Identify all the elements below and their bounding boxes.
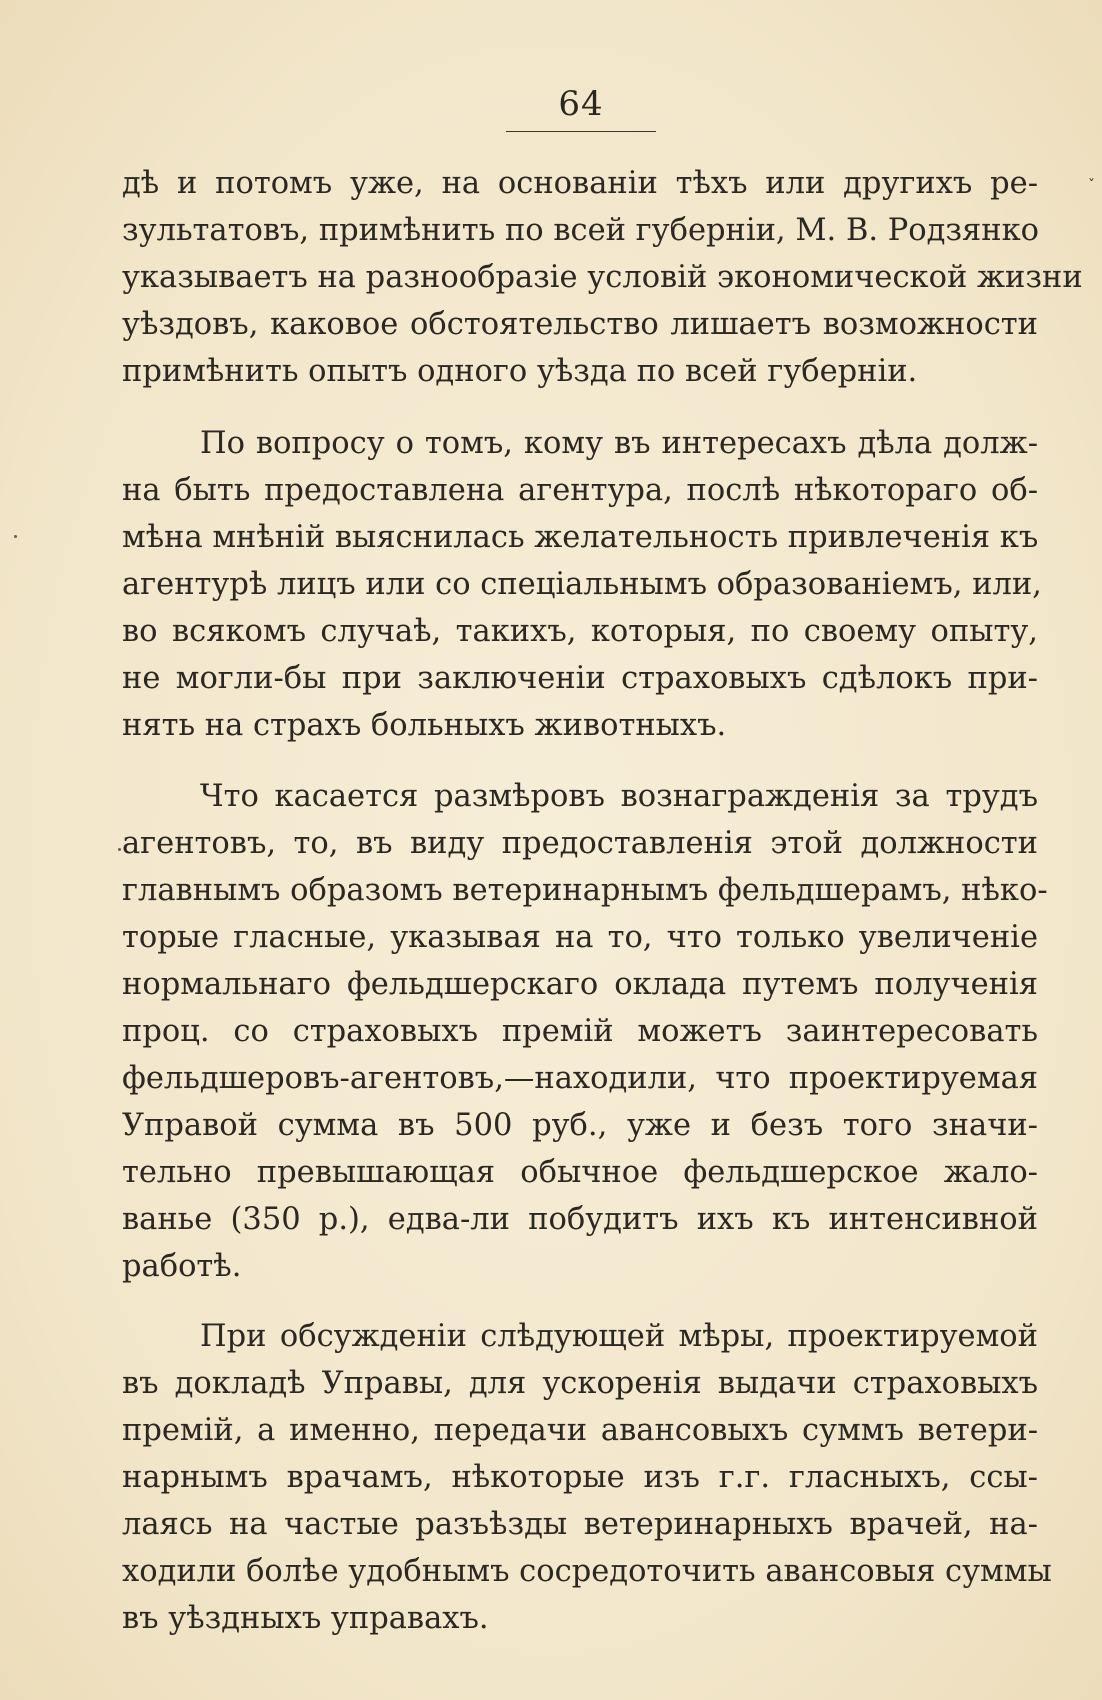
text-line: ходили болѣе удобнымъ сосредоточить авансовыя суммы: [122, 1554, 1052, 1589]
page-number: 64: [558, 84, 604, 124]
text-line: въ докладѣ Управы, для ускоренiя выдачи страховыхъ: [122, 1366, 1038, 1401]
text-line: нять на страхъ больныхъ животныхъ.: [122, 708, 727, 743]
text-line: нарнымъ врачамъ, нѣкоторые изъ г.г. гласныхъ, ссы-: [122, 1460, 1038, 1495]
paper-speck: [118, 848, 121, 851]
page-number-underline: [506, 131, 656, 132]
text-line: работѣ.: [122, 1249, 242, 1284]
text-line: зультатовъ, примѣнить по всей губернiи, М. В. Родзянко: [122, 213, 1040, 248]
text-line: Управой сумма въ 500 руб., уже и безъ того значи-: [122, 1108, 1038, 1143]
text-line: По вопросу о томъ, кому въ интересахъ дѣла долж-: [200, 426, 1038, 461]
paper-speck: [14, 535, 17, 538]
paragraph-2: [122, 420, 1042, 749]
paragraph-3: [122, 773, 1048, 1290]
text-line: премiй, а именно, передачи авансовыхъ суммъ ветери-: [122, 1413, 1038, 1448]
text-line: главнымъ образомъ ветеринарнымъ фельдшерамъ, нѣко-: [122, 873, 1048, 908]
text-line: на быть предоставлена агентура, послѣ нѣкотораго об-: [122, 473, 1038, 508]
text-line: указываетъ на разнообразiе условiй экономической жизни: [122, 260, 1083, 295]
text-line: тельно превышающая обычное фельдшерское жало-: [122, 1155, 1038, 1190]
text-line: уѣздовъ, каковое обстоятельство лишаетъ возможности: [122, 307, 1038, 342]
text-line: торые гласные, указывая на то, что только увеличенiе: [122, 920, 1038, 955]
text-line: лаясь на частые разъѣзды ветеринарныхъ врачей, на-: [122, 1507, 1038, 1542]
text-line: мѣна мнѣнiй выяснилась желательность привлеченiя къ: [122, 520, 1039, 555]
text-line: во всякомъ случаѣ, такихъ, которыя, по своему опыту,: [122, 614, 1038, 649]
text-line: въ уѣздныхъ управахъ.: [122, 1601, 489, 1636]
paragraph-1: [122, 160, 1083, 395]
text-line: При обсужденiи слѣдующей мѣры, проектируемой: [200, 1319, 1038, 1354]
text-line: нормальнаго фельдшерскаго оклада путемъ полученiя: [122, 967, 1038, 1002]
paragraph-4: [122, 1313, 1052, 1642]
text-line: агентурѣ лицъ или со спецiальнымъ образованiемъ, или,: [122, 567, 1042, 602]
margin-mark: ˇ: [1088, 178, 1095, 194]
text-line: Что касается размѣровъ вознагражденiя за трудъ: [200, 779, 1038, 814]
text-line: примѣнить опытъ одного уѣзда по всей губернiи.: [122, 354, 918, 389]
text-line: ванье (350 р.), едва-ли побудитъ ихъ къ интенсивной: [122, 1202, 1038, 1237]
text-line: агентовъ, то, въ виду предоставленiя этой должности: [122, 826, 1038, 861]
text-line: проц. со страховыхъ премiй можетъ заинтересовать: [122, 1014, 1038, 1049]
text-line: не могли-бы при заключенiи страховыхъ сдѣлокъ при-: [122, 661, 1038, 696]
text-line: дѣ и потомъ уже, на основанiи тѣхъ или другихъ ре-: [122, 166, 1038, 201]
text-line: фельдшеровъ-агентовъ,—находили, что проектируемая: [122, 1061, 1038, 1096]
